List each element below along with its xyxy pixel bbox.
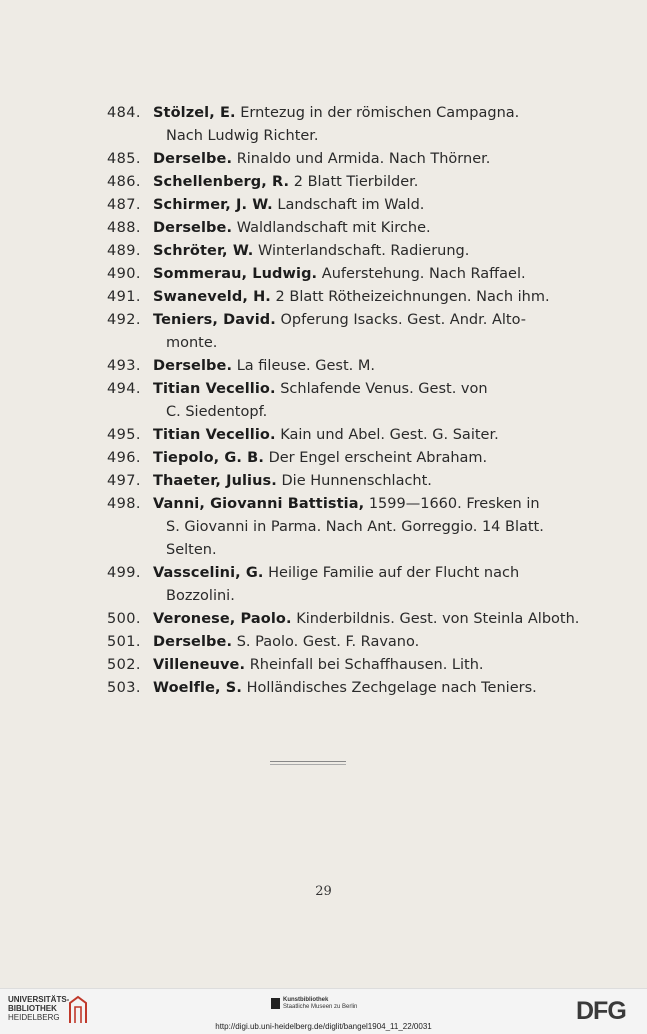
catalog-entry bbox=[0, 286, 647, 309]
entry-number: 500. bbox=[107, 611, 141, 627]
entry-first-line bbox=[153, 102, 519, 125]
entry-number: 495. bbox=[107, 427, 141, 443]
entry-line bbox=[0, 194, 647, 217]
entry-number: 488. bbox=[107, 220, 141, 236]
entry-number: 491. bbox=[107, 289, 141, 305]
entry-first-line bbox=[153, 631, 419, 654]
entry-description: Rheinfall bei Schaffhausen. Lith. bbox=[249, 657, 484, 673]
entry-line bbox=[0, 562, 647, 585]
entry-line bbox=[0, 148, 647, 171]
entry-first-line bbox=[153, 194, 424, 217]
entry-number: 485. bbox=[107, 151, 141, 167]
artist-name: Veronese, Paolo. bbox=[153, 611, 292, 627]
artist-name: Derselbe. bbox=[153, 151, 233, 167]
entry-description: Kinderbildnis. Gest. von Steinla Alboth. bbox=[296, 611, 580, 627]
entry-description: Schlafende Venus. Gest. von bbox=[280, 381, 488, 397]
entry-line bbox=[0, 424, 647, 447]
entry-first-line bbox=[153, 286, 550, 309]
entry-continuation: Bozzolini. bbox=[166, 588, 235, 604]
entry-description: 2 Blatt Tierbilder. bbox=[293, 174, 419, 190]
entry-line bbox=[0, 286, 647, 309]
artist-name: Schirmer, J. W. bbox=[153, 197, 273, 213]
entry-first-line bbox=[153, 355, 375, 378]
entry-number: 492. bbox=[107, 312, 141, 328]
catalog-entry bbox=[0, 378, 647, 424]
artist-name: Titian Vecellio. bbox=[153, 427, 276, 443]
entry-first-line bbox=[153, 470, 432, 493]
entry-line bbox=[0, 263, 647, 286]
footer-bar bbox=[0, 988, 647, 1034]
artist-name: Stölzel, E. bbox=[153, 105, 236, 121]
entry-line bbox=[0, 240, 647, 263]
catalog-entry bbox=[0, 631, 647, 654]
entry-first-line bbox=[153, 562, 519, 585]
artist-name: Titian Vecellio. bbox=[153, 381, 276, 397]
artist-name: Tiepolo, G. B. bbox=[153, 450, 264, 466]
entry-first-line bbox=[153, 447, 487, 470]
entry-list bbox=[0, 102, 647, 700]
entry-continuation: C. Siedentopf. bbox=[166, 404, 268, 420]
entry-line bbox=[0, 217, 647, 240]
ub-logo-line1: UNIVERSITÄTS- bbox=[8, 995, 70, 1004]
artist-name: Vanni, Giovanni Battistia, bbox=[153, 496, 365, 512]
entry-first-line bbox=[153, 217, 431, 240]
entry-line bbox=[0, 378, 647, 401]
entry-line bbox=[0, 677, 647, 700]
catalog-entry bbox=[0, 309, 647, 355]
entry-number: 493. bbox=[107, 358, 141, 374]
ub-logo-line2: BIBLIOTHEK bbox=[8, 1004, 57, 1013]
catalog-entry bbox=[0, 355, 647, 378]
divider-line bbox=[270, 761, 346, 762]
entry-line bbox=[0, 401, 647, 424]
catalog-entry bbox=[0, 654, 647, 677]
entry-description: Winterlandschaft. Radierung. bbox=[257, 243, 470, 259]
kb-logo-line2: Staatliche Museen zu Berlin bbox=[283, 1004, 358, 1010]
entry-number: 489. bbox=[107, 243, 141, 259]
artist-name: Vasscelini, G. bbox=[153, 565, 264, 581]
entry-line bbox=[0, 585, 647, 608]
artist-name: Schröter, W. bbox=[153, 243, 254, 259]
entry-description: 1599—1660. Fresken in bbox=[368, 496, 540, 512]
entry-number: 502. bbox=[107, 657, 141, 673]
artist-name: Schellenberg, R. bbox=[153, 174, 290, 190]
entry-description: Die Hunnenschlacht. bbox=[281, 473, 432, 489]
catalog-entry bbox=[0, 148, 647, 171]
catalog-entry bbox=[0, 470, 647, 493]
kunstbibliothek-icon bbox=[271, 998, 280, 1009]
entry-description: Kain und Abel. Gest. G. Saiter. bbox=[280, 427, 499, 443]
divider-line-lower bbox=[270, 764, 346, 765]
entry-line bbox=[0, 654, 647, 677]
catalog-entry bbox=[0, 447, 647, 470]
entry-continuation: monte. bbox=[166, 335, 218, 351]
catalog-entry bbox=[0, 424, 647, 447]
artist-name: Woelfle, S. bbox=[153, 680, 242, 696]
entry-first-line bbox=[153, 608, 579, 631]
kb-logo-line1: Kunstbibliothek bbox=[283, 997, 329, 1003]
entry-number: 494. bbox=[107, 381, 141, 397]
artist-name: Derselbe. bbox=[153, 358, 233, 374]
entry-first-line bbox=[153, 148, 490, 171]
entry-first-line bbox=[153, 493, 540, 516]
entry-number: 496. bbox=[107, 450, 141, 466]
entry-description: Landschaft im Wald. bbox=[277, 197, 425, 213]
entry-first-line bbox=[153, 240, 469, 263]
entry-line bbox=[0, 447, 647, 470]
artist-name: Teniers, David. bbox=[153, 312, 276, 328]
entry-number: 499. bbox=[107, 565, 141, 581]
artist-name: Villeneuve. bbox=[153, 657, 246, 673]
ub-logo-line3: HEIDELBERG bbox=[8, 1013, 60, 1022]
entry-continuation: Selten. bbox=[166, 542, 217, 558]
entry-description: La fileuse. Gest. M. bbox=[236, 358, 375, 374]
entry-number: 501. bbox=[107, 634, 141, 650]
ub-emblem-icon bbox=[66, 995, 90, 1025]
entry-line bbox=[0, 332, 647, 355]
entry-line bbox=[0, 309, 647, 332]
catalog-entry bbox=[0, 608, 647, 631]
entry-line bbox=[0, 631, 647, 654]
entry-description: Holländisches Zechgelage nach Teniers. bbox=[246, 680, 537, 696]
entry-number: 484. bbox=[107, 105, 141, 121]
entry-description: Waldlandschaft mit Kirche. bbox=[236, 220, 431, 236]
artist-name: Derselbe. bbox=[153, 634, 233, 650]
entry-line bbox=[0, 539, 647, 562]
ub-heidelberg-logo[interactable] bbox=[8, 995, 69, 1022]
entry-number: 487. bbox=[107, 197, 141, 213]
entry-number: 490. bbox=[107, 266, 141, 282]
entry-number: 497. bbox=[107, 473, 141, 489]
entry-description: Auferstehung. Nach Raffael. bbox=[321, 266, 526, 282]
entry-first-line bbox=[153, 309, 526, 332]
kunstbibliothek-logo[interactable] bbox=[283, 997, 357, 1011]
entry-first-line bbox=[153, 171, 418, 194]
entry-number: 486. bbox=[107, 174, 141, 190]
entry-first-line bbox=[153, 378, 488, 401]
entry-number: 498. bbox=[107, 496, 141, 512]
entry-description: 2 Blatt Rötheizeichnungen. Nach ihm. bbox=[275, 289, 550, 305]
catalog-entry bbox=[0, 263, 647, 286]
catalog-entry bbox=[0, 493, 647, 562]
entry-first-line bbox=[153, 424, 499, 447]
catalog-entry bbox=[0, 240, 647, 263]
entry-description: Opferung Isacks. Gest. Andr. Alto- bbox=[280, 312, 526, 328]
entry-line bbox=[0, 171, 647, 194]
source-url[interactable]: http://digi.ub.uni-heidelberg.de/diglit/bangel1904_11_22/0031 bbox=[215, 1022, 432, 1031]
artist-name: Swaneveld, H. bbox=[153, 289, 271, 305]
entry-first-line bbox=[153, 677, 537, 700]
catalog-entry bbox=[0, 217, 647, 240]
artist-name: Thaeter, Julius. bbox=[153, 473, 277, 489]
entry-description: S. Paolo. Gest. F. Ravano. bbox=[236, 634, 420, 650]
entry-continuation: S. Giovanni in Parma. Nach Ant. Gorreggio. 14 Blatt. bbox=[166, 519, 544, 535]
entry-line bbox=[0, 493, 647, 516]
page-number: 29 bbox=[315, 884, 332, 899]
entry-line bbox=[0, 125, 647, 148]
artist-name: Derselbe. bbox=[153, 220, 233, 236]
entry-first-line bbox=[153, 654, 484, 677]
catalog-entry bbox=[0, 194, 647, 217]
entry-continuation: Nach Ludwig Richter. bbox=[166, 128, 319, 144]
entry-description: Der Engel erscheint Abraham. bbox=[268, 450, 488, 466]
entry-line bbox=[0, 102, 647, 125]
entry-description: Rinaldo und Armida. Nach Thörner. bbox=[236, 151, 491, 167]
catalog-entry bbox=[0, 562, 647, 608]
entry-line bbox=[0, 608, 647, 631]
entry-number: 503. bbox=[107, 680, 141, 696]
artist-name: Sommerau, Ludwig. bbox=[153, 266, 318, 282]
entry-line bbox=[0, 470, 647, 493]
catalog-entry bbox=[0, 677, 647, 700]
dfg-logo[interactable]: DFG bbox=[576, 997, 626, 1025]
entry-first-line bbox=[153, 263, 526, 286]
catalog-entry bbox=[0, 171, 647, 194]
entry-description: Erntezug in der römischen Campagna. bbox=[240, 105, 520, 121]
entry-description: Heilige Familie auf der Flucht nach bbox=[268, 565, 520, 581]
catalog-entry bbox=[0, 102, 647, 148]
entry-line bbox=[0, 516, 647, 539]
entry-line bbox=[0, 355, 647, 378]
